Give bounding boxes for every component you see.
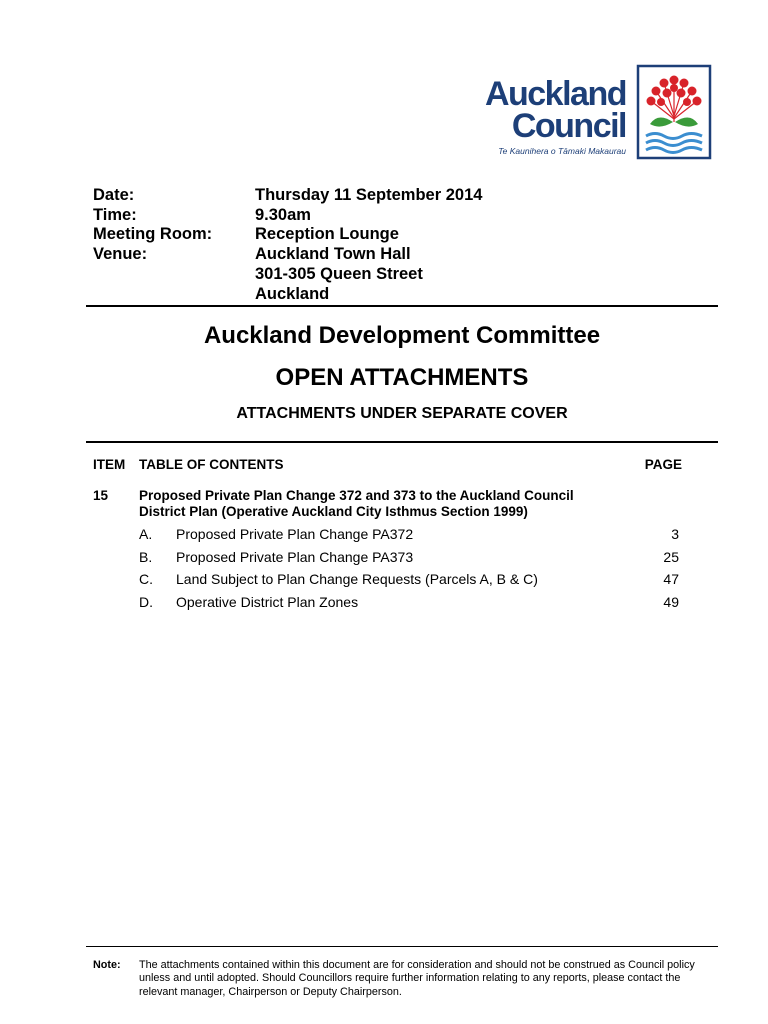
toc-entry-page: 3 [671, 526, 679, 542]
meeting-label [93, 285, 255, 305]
meeting-row-date [93, 186, 482, 206]
meeting-value: Reception Lounge [255, 225, 399, 244]
auckland-council-logo [466, 64, 712, 160]
toc-entry-text: Operative District Plan Zones [176, 594, 359, 610]
toc-entry-page: 47 [663, 571, 679, 587]
toc-entry-page: 49 [663, 594, 679, 610]
committee-title: Auckland Development Committee [203, 322, 601, 349]
meeting-row-city [93, 285, 482, 305]
toc-col-item: ITEM [93, 457, 126, 472]
toc-entry-letter: D. [139, 594, 153, 610]
logo-line-2: Council [511, 107, 626, 145]
toc-entry-letter: A. [139, 526, 153, 542]
meeting-row-time [93, 206, 482, 226]
meeting-details [93, 186, 482, 304]
meeting-label: Venue: [93, 245, 148, 264]
toc-col-contents: TABLE OF CONTENTS [139, 457, 284, 472]
toc-entry-text: Proposed Private Plan Change PA373 [176, 549, 414, 565]
divider [86, 946, 718, 947]
meeting-label: Time: [93, 205, 137, 224]
meeting-row-address [93, 265, 482, 285]
toc-entry-letter: B. [139, 549, 153, 565]
meeting-value: 9.30am [255, 205, 311, 224]
toc-item-number: 15 [93, 488, 109, 503]
toc-entry-letter: C. [139, 571, 153, 587]
separate-cover-heading: ATTACHMENTS UNDER SEPARATE COVER [236, 405, 568, 422]
meeting-label [93, 265, 255, 285]
open-attachments-heading: OPEN ATTACHMENTS [275, 364, 529, 391]
meeting-label: Date: [93, 186, 135, 204]
meeting-value: 301-305 Queen Street [255, 264, 423, 283]
pohutukawa-emblem-icon [636, 64, 712, 160]
meeting-row-room [93, 225, 482, 245]
meeting-row-venue [93, 245, 482, 265]
toc-item-title[interactable]: Proposed Private Plan Change 372 and 373 to the Auckland Council District Plan (Operative Auckland City Isthmus Section 1999) [139, 488, 574, 519]
meeting-value: Thursday 11 September 2014 [255, 186, 483, 204]
meeting-label: Meeting Room: [93, 225, 213, 244]
note-text: The attachments contained within this document are for consideration and should not be construed as Council policy unless and until adopted. Should Councillors require further information relating to any reports, please contact the relevant manager, Chairperson or Deputy Chairperson. [139, 959, 695, 998]
toc-entry-text: Land Subject to Plan Change Requests (Parcels A, B & C) [176, 571, 538, 587]
divider [86, 441, 718, 443]
toc-entry-text: Proposed Private Plan Change PA372 [176, 526, 414, 542]
toc-entry-page: 25 [663, 549, 679, 565]
logo-line-1: Auckland [484, 75, 626, 113]
divider [86, 305, 718, 307]
logo-tagline: Te Kaunihera o Tāmaki Makaurau [498, 146, 626, 156]
note-label: Note: [93, 959, 121, 971]
meeting-value: Auckland Town Hall [255, 245, 411, 264]
meeting-value: Auckland [255, 284, 330, 303]
toc-col-page: PAGE [644, 457, 682, 472]
logo-wordmark [466, 75, 626, 158]
